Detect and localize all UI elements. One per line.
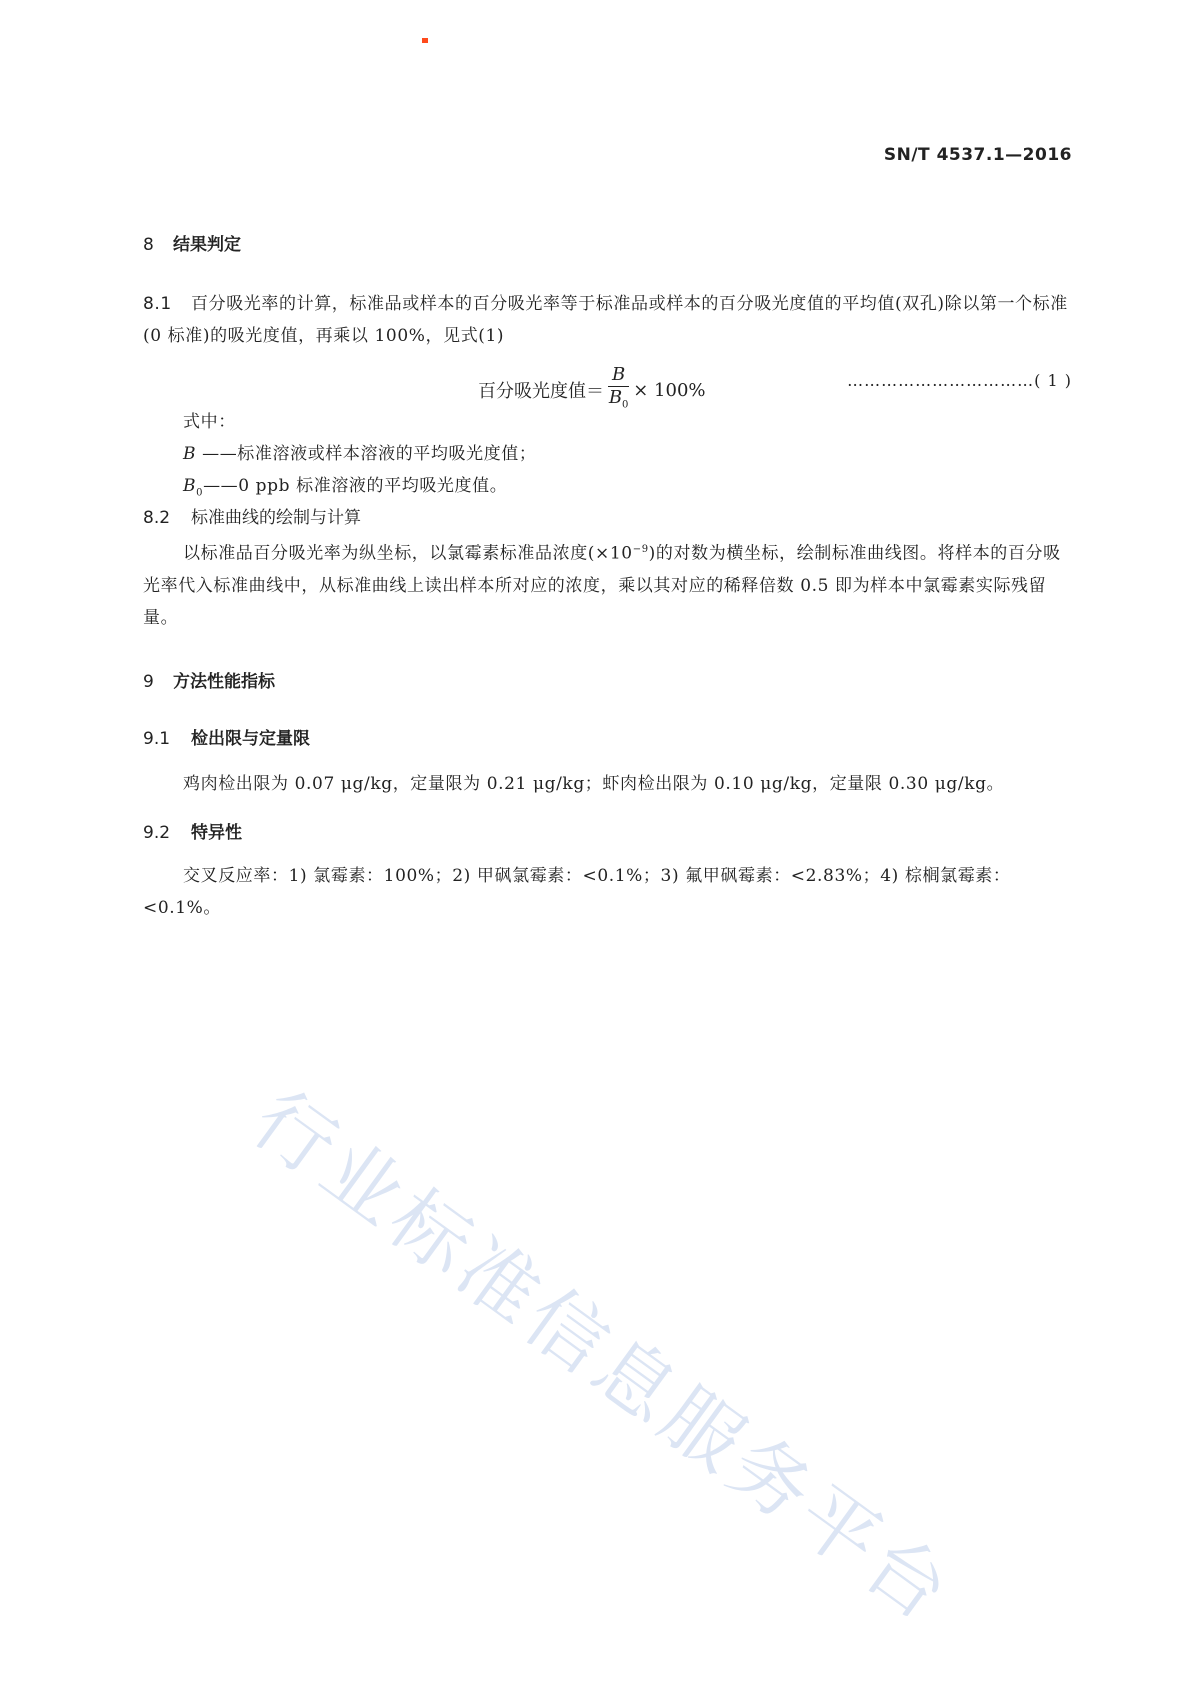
section-number: 8.2 — [143, 508, 171, 528]
symbol-b0-desc: ——0 ppb 标准溶液的平均吸光度值。 — [203, 476, 508, 496]
section-number: 8 — [143, 235, 154, 255]
formula-denominator: $B_0$ — [608, 386, 629, 411]
section-9-heading — [143, 667, 275, 692]
where-b-line — [183, 438, 537, 470]
formula-rhs: × 100% — [633, 379, 706, 401]
section-9-1-paragraph: 鸡肉检出限为 0.07 μg/kg，定量限为 0.21 μg/kg；虾肉检出限为 0.10 μg/kg，定量限 0.30 μg/kg。 — [183, 774, 1005, 794]
section-9-2-paragraph: 交叉反应率：1) 氯霉素：100%；2) 甲砜氯霉素：<0.1%；3) 氟甲砜霉素：<2.83%；4) 棕榈氯霉素：<0.1%。 — [143, 866, 1011, 918]
section-9-2-heading — [143, 818, 242, 843]
paragraph-text: 百分吸光率的计算，标准品或样本的百分吸光率等于标准品或样本的百分吸光度值的平均值(双孔)除以第一个标准(0 标准)的吸光度值，再乘以 100%，见式(1) — [143, 294, 1068, 346]
section-title: 检出限与定量限 — [191, 729, 310, 749]
formula-lhs: 百分吸光度值＝ — [478, 381, 604, 402]
section-number: 9.2 — [143, 823, 171, 843]
symbol-b-desc: ——标准溶液或样本溶液的平均吸光度值； — [202, 444, 537, 464]
section-8-2-paragraph: 以标准品百分吸光率为纵坐标，以氯霉素标准品浓度$(\times 10^{-9})$的对数为横坐标，绘制标准曲线图。将样本的百分吸光率代入标准曲线中，从标准曲线上读出样本所对应的浓度，乘以其对应的稀释倍数 0.5 即为样本中氯霉素实际残留量。 — [143, 543, 1061, 628]
corner-mark — [422, 38, 428, 43]
section-8-2-heading — [143, 503, 361, 528]
section-number: 9.1 — [143, 729, 171, 749]
section-8-heading — [143, 230, 241, 255]
document-number: SN/T 4537.1—2016 — [883, 145, 1072, 165]
equation-number: ……………………………( 1 ) — [847, 371, 1072, 390]
section-number: 9 — [143, 672, 154, 692]
section-number: 8.1 — [143, 294, 172, 314]
where-label: 式中： — [183, 412, 236, 432]
formula — [478, 362, 706, 418]
section-title: 结果判定 — [173, 235, 241, 255]
symbol-b: B — [183, 444, 197, 464]
section-title: 方法性能指标 — [173, 672, 275, 692]
watermark: 行业标准信息服务平台 — [236, 1074, 970, 1642]
formula-numerator: B — [608, 364, 629, 387]
section-9-1-heading — [143, 724, 310, 749]
formula-fraction — [608, 364, 629, 417]
section-title: 标准曲线的绘制与计算 — [191, 508, 361, 528]
section-8-1-paragraph — [143, 288, 1069, 352]
section-title: 特异性 — [191, 823, 242, 843]
symbol-b0: $B_0$ — [183, 476, 204, 499]
